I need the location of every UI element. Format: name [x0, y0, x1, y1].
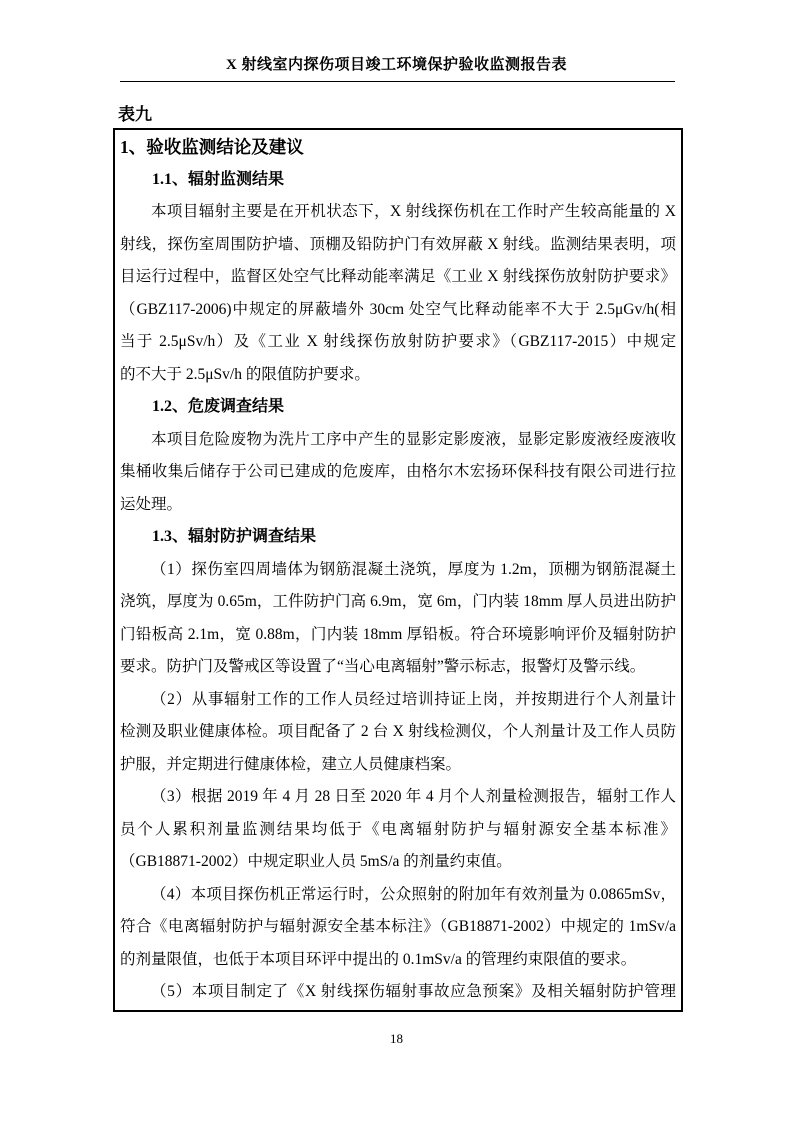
paragraph-line: 浇筑，厚度为 0.65m，工件防护门高 6.9m，宽 6m，门内装 18mm 厚人员进出防护 — [120, 593, 676, 610]
paragraph-line: 检测及职业健康体检。项目配备了 2 台 X 射线检测仪，个人剂量计及工作人员防 — [120, 723, 676, 740]
paragraph-line: 要求。防护门及警戒区等设置了“当心电离辐射”警示标志，报警灯及警示线。 — [120, 658, 646, 675]
paragraph-line: 的剂量限值，也低于本项目环评中提出的 0.1mSv/a 的管理约束限值的要求。 — [120, 950, 637, 968]
paragraph-line: 目运行过程中，监督区处空气比释动能率满足《工业 X 射线探伤放射防护要求》 — [120, 268, 676, 285]
paragraph-line: 的不大于 2.5μSv/h 的限值防护要求。 — [120, 365, 370, 383]
paragraph-line: 当于 2.5μSv/h）及《工业 X 射线探伤放射防护要求》（GBZ117-2015）中规定 — [120, 333, 676, 350]
paragraph-line: （5）本项目制定了《X 射线探伤辐射事故应急预案》及相关辐射防护管理 — [151, 983, 676, 1000]
section-heading: 1.2、危废调查结果 — [152, 398, 285, 415]
paragraph-line: （2）从事辐射工作的工作人员经过培训持证上岗，并按期进行个人剂量计 — [151, 690, 676, 708]
paragraph-line: （GBZ117-2006)中规定的屏蔽墙外 30cm 处空气比释动能率不大于 2.5μGv/h(相 — [120, 300, 676, 318]
paragraph-line: （1）探伤室四周墙体为钢筋混凝土浇筑，厚度为 1.2m，顶棚为钢筋混凝土 — [151, 560, 676, 578]
header-divider — [120, 81, 675, 82]
section-heading: 1.3、辐射防护调查结果 — [152, 528, 317, 545]
box-title: 1、验收监测结论及建议 — [120, 137, 304, 157]
paragraph-line: 集桶收集后储存于公司已建成的危废库，由格尔木宏扬环保科技有限公司进行拉 — [120, 463, 676, 480]
paragraph-line: 护服，并定期进行健康体检，建立人员健康档案。 — [120, 755, 462, 773]
table-label: 表九 — [118, 105, 152, 124]
content-box — [113, 128, 683, 1012]
paragraph-line: 运处理。 — [120, 495, 183, 513]
paragraph-line: 符合《电离辐射防护与辐射源安全基本标注》（GB18871-2002）中规定的 1mSv/a — [120, 918, 676, 935]
paragraph-line: 本项目辐射主要是在开机状态下，X 射线探伤机在工作时产生较高能量的 X — [151, 203, 676, 220]
paragraph-line: （3）根据 2019 年 4 月 28 日至 2020 年 4 月个人剂量检测报告，辐射工作人 — [151, 788, 676, 805]
section-heading: 1.1、辐射监测结果 — [152, 170, 285, 188]
paragraph-line: （GB18871-2002）中规定职业人员 5mS/a 的剂量约束值。 — [120, 853, 512, 870]
paragraph-line: 本项目危险废物为洗片工序中产生的显影定影废液，显影定影废液经废液收 — [151, 430, 676, 448]
paragraph-line: （4）本项目探伤机正常运行时，公众照射的附加年有效剂量为 0.0865mSv， — [151, 885, 676, 903]
paragraph-line: 射线，探伤室周围防护墙、顶棚及铅防护门有效屏蔽 X 射线。监测结果表明，项 — [120, 235, 676, 253]
document-header-title: X 射线室内探伤项目竣工环境保护验收监测报告表 — [225, 57, 568, 73]
box-sections — [120, 164, 676, 1009]
paragraph-line: 员个人累积剂量监测结果均低于《电离辐射防护与辐射源安全基本标准》 — [120, 820, 676, 838]
page-number: 18 — [390, 1031, 403, 1046]
paragraph-line: 门铅板高 2.1m，宽 0.88m，门内装 18mm 厚铅板。符合环境影响评价及辐射防护 — [120, 625, 676, 643]
